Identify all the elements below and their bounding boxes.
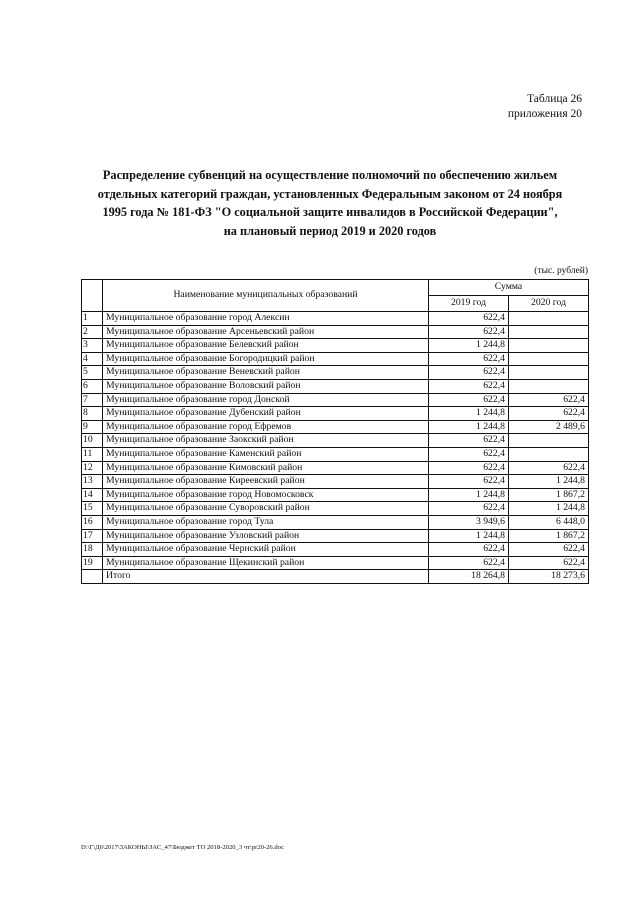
row-name: Муниципальное образование город Тула bbox=[103, 515, 429, 529]
row-value-2019: 622,4 bbox=[429, 379, 509, 393]
row-value-2020 bbox=[509, 379, 589, 393]
row-number: 19 bbox=[82, 556, 103, 570]
table-row bbox=[82, 488, 589, 502]
row-name: Муниципальное образование Дубенский район bbox=[103, 407, 429, 421]
table-row bbox=[82, 379, 589, 393]
row-number: 9 bbox=[82, 420, 103, 434]
row-value-2020 bbox=[509, 434, 589, 448]
table-row bbox=[82, 447, 589, 461]
row-number: 14 bbox=[82, 488, 103, 502]
row-value-2020: 622,4 bbox=[509, 543, 589, 557]
file-path: D:\Г\Д6\2017\ЗАКОНЫ\ЗАС_47\Бюджет ТО 2018-2020_3 чт\pr20-26.doc bbox=[81, 844, 284, 851]
row-name: Муниципальное образование Каменский район bbox=[103, 447, 429, 461]
row-value-2019: 1 244,8 bbox=[429, 529, 509, 543]
row-number: 13 bbox=[82, 475, 103, 489]
row-value-2020: 622,4 bbox=[509, 393, 589, 407]
table-row bbox=[82, 475, 589, 489]
document-title bbox=[70, 166, 590, 240]
row-number: 8 bbox=[82, 407, 103, 421]
row-number: 11 bbox=[82, 447, 103, 461]
row-value-2019: 3 949,6 bbox=[429, 515, 509, 529]
header-number bbox=[82, 280, 103, 312]
table-row bbox=[82, 502, 589, 516]
row-value-2020 bbox=[509, 325, 589, 339]
row-number: 12 bbox=[82, 461, 103, 475]
table-row bbox=[82, 461, 589, 475]
row-number: 16 bbox=[82, 515, 103, 529]
row-value-2020 bbox=[509, 352, 589, 366]
title-line-2: отдельных категорий граждан, установленных Федеральным законом от 24 ноября bbox=[97, 186, 563, 201]
row-value-2019: 1 244,8 bbox=[429, 407, 509, 421]
row-value-2020: 18 273,6 bbox=[509, 570, 589, 584]
row-value-2019: 622,4 bbox=[429, 543, 509, 557]
row-number: 18 bbox=[82, 543, 103, 557]
row-name: Муниципальное образование Белевский район bbox=[103, 339, 429, 353]
row-number: 17 bbox=[82, 529, 103, 543]
appendix-number: приложения 20 bbox=[507, 108, 582, 120]
row-number: 5 bbox=[82, 366, 103, 380]
table-row bbox=[82, 407, 589, 421]
row-value-2020 bbox=[509, 312, 589, 326]
row-value-2020: 622,4 bbox=[509, 461, 589, 475]
title-line-4: на плановый период 2019 и 2020 годов bbox=[223, 223, 437, 238]
header-2019: 2019 год bbox=[429, 296, 509, 312]
row-number: 6 bbox=[82, 379, 103, 393]
table-number: Таблица 26 bbox=[527, 93, 582, 105]
subsidy-table bbox=[81, 279, 589, 584]
row-value-2019: 622,4 bbox=[429, 475, 509, 489]
row-value-2020: 2 489,6 bbox=[509, 420, 589, 434]
row-value-2020: 622,4 bbox=[509, 407, 589, 421]
row-value-2020: 622,4 bbox=[509, 556, 589, 570]
table-row bbox=[82, 515, 589, 529]
table-row bbox=[82, 339, 589, 353]
table-row bbox=[82, 543, 589, 557]
row-value-2020 bbox=[509, 366, 589, 380]
total-row bbox=[82, 570, 589, 584]
row-number: 2 bbox=[82, 325, 103, 339]
row-number: 4 bbox=[82, 352, 103, 366]
row-value-2019: 622,4 bbox=[429, 393, 509, 407]
row-name: Муниципальное образование Чернский район bbox=[103, 543, 429, 557]
table-row bbox=[82, 312, 589, 326]
row-number: 7 bbox=[82, 393, 103, 407]
row-name: Муниципальное образование Заокский район bbox=[103, 434, 429, 448]
row-value-2019: 622,4 bbox=[429, 352, 509, 366]
row-value-2019: 18 264,8 bbox=[429, 570, 509, 584]
row-value-2019: 1 244,8 bbox=[429, 420, 509, 434]
row-value-2020: 6 448,0 bbox=[509, 515, 589, 529]
table-row bbox=[82, 325, 589, 339]
title-line-1: Распределение субвенций на осуществление полномочий по обеспечению жильем bbox=[102, 168, 558, 182]
row-number: 15 bbox=[82, 502, 103, 516]
row-name: Муниципальное образование Веневский район bbox=[103, 366, 429, 380]
row-number: 10 bbox=[82, 434, 103, 448]
row-value-2020 bbox=[509, 447, 589, 461]
header-name: Наименование муниципальных образований bbox=[103, 280, 429, 312]
row-value-2020: 1 244,8 bbox=[509, 475, 589, 489]
row-name: Итого bbox=[103, 570, 429, 584]
table-row bbox=[82, 352, 589, 366]
row-value-2020: 1 244,8 bbox=[509, 502, 589, 516]
row-name: Муниципальное образование город Донской bbox=[103, 393, 429, 407]
table-body bbox=[82, 312, 589, 584]
row-value-2020: 1 867,2 bbox=[509, 488, 589, 502]
row-name: Муниципальное образование Киреевский район bbox=[103, 475, 429, 489]
table-row bbox=[82, 393, 589, 407]
header-sum: Сумма bbox=[429, 280, 589, 296]
header-2020: 2020 год bbox=[509, 296, 589, 312]
table-row bbox=[82, 529, 589, 543]
row-name: Муниципальное образование город Алексин bbox=[103, 312, 429, 326]
row-name: Муниципальное образование Воловский район bbox=[103, 379, 429, 393]
row-value-2019: 622,4 bbox=[429, 556, 509, 570]
table-reference bbox=[508, 92, 582, 122]
row-name: Муниципальное образование Богородицкий район bbox=[103, 352, 429, 366]
table-row bbox=[82, 420, 589, 434]
row-name: Муниципальное образование город Ефремов bbox=[103, 420, 429, 434]
row-name: Муниципальное образование Кимовский район bbox=[103, 461, 429, 475]
row-number: 1 bbox=[82, 312, 103, 326]
row-name: Муниципальное образование Щекинский район bbox=[103, 556, 429, 570]
row-value-2019: 622,4 bbox=[429, 325, 509, 339]
row-value-2019: 622,4 bbox=[429, 434, 509, 448]
table-row bbox=[82, 366, 589, 380]
table-row bbox=[82, 556, 589, 570]
row-value-2019: 622,4 bbox=[429, 312, 509, 326]
row-value-2019: 622,4 bbox=[429, 447, 509, 461]
row-value-2019: 1 244,8 bbox=[429, 339, 509, 353]
table-row bbox=[82, 434, 589, 448]
row-name: Муниципальное образование Узловский район bbox=[103, 529, 429, 543]
row-number: 3 bbox=[82, 339, 103, 353]
row-name: Муниципальное образование город Новомосковск bbox=[103, 488, 429, 502]
row-value-2019: 622,4 bbox=[429, 461, 509, 475]
row-value-2019: 622,4 bbox=[429, 502, 509, 516]
title-line-3: 1995 года № 181-ФЗ "О социальной защите инвалидов в Российской Федерации", bbox=[102, 205, 558, 219]
row-name: Муниципальное образование Суворовский район bbox=[103, 502, 429, 516]
row-value-2019: 1 244,8 bbox=[429, 488, 509, 502]
row-value-2020: 1 867,2 bbox=[509, 529, 589, 543]
row-name: Муниципальное образование Арсеньевский район bbox=[103, 325, 429, 339]
units-label: (тыс. рублей) bbox=[534, 266, 588, 276]
row-number bbox=[82, 570, 103, 584]
row-value-2019: 622,4 bbox=[429, 366, 509, 380]
row-value-2020 bbox=[509, 339, 589, 353]
